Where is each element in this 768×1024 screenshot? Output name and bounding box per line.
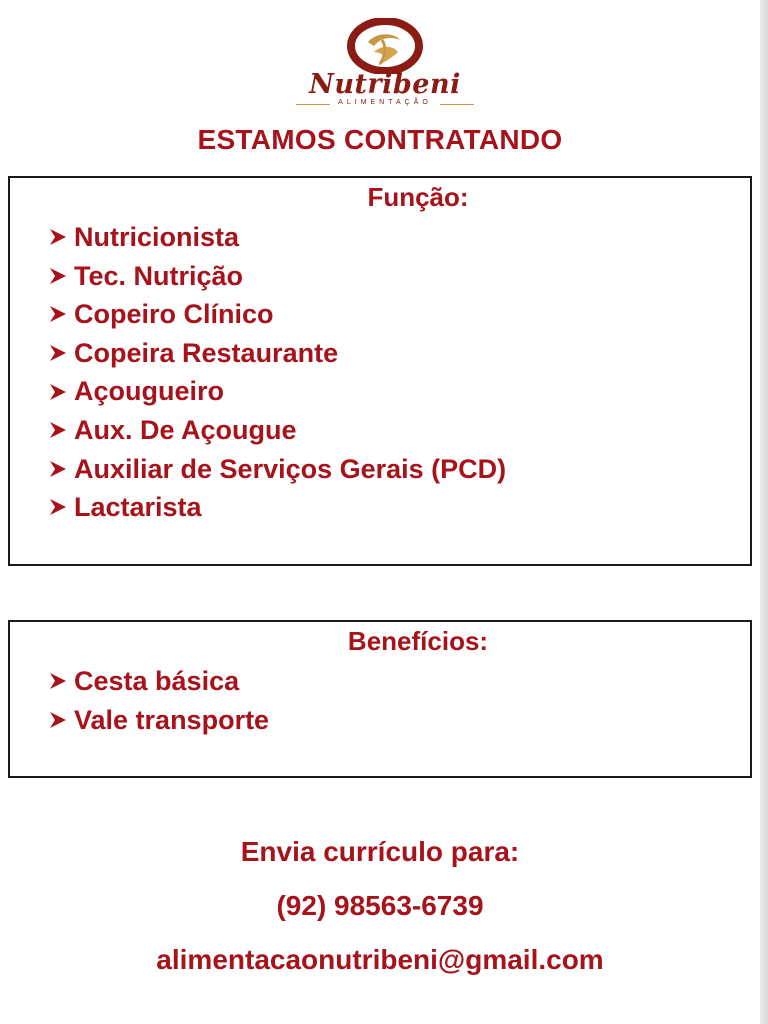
job-function-label: Lactarista bbox=[74, 492, 202, 523]
nutribeni-swirl-logo-icon bbox=[290, 18, 480, 74]
benefits-list bbox=[48, 662, 269, 739]
list-item bbox=[48, 334, 506, 373]
list-item bbox=[48, 450, 506, 489]
job-function-label: Nutricionista bbox=[74, 222, 240, 252]
arrowhead-bullet-icon bbox=[48, 266, 68, 286]
arrowhead-bullet-icon bbox=[48, 459, 68, 479]
list-item bbox=[48, 701, 269, 740]
benefits-box bbox=[8, 620, 752, 778]
logo-wordmark: Nutribeni bbox=[309, 69, 461, 100]
list-item bbox=[48, 662, 269, 701]
contact-email[interactable]: alimentacaonutribeni@gmail.com bbox=[156, 944, 604, 975]
job-function-label: Aux. De Açougue bbox=[74, 414, 297, 445]
arrowhead-bullet-icon bbox=[48, 304, 68, 324]
benefits-title: Benefícios: bbox=[347, 626, 489, 656]
job-function-label: Copeira Restaurante bbox=[74, 337, 339, 368]
job-function-label: Tec. Nutrição bbox=[74, 260, 244, 291]
job-function-label: Açougueiro bbox=[74, 376, 225, 407]
job-function-label: Copeiro Clínico bbox=[74, 299, 274, 330]
brand-logo bbox=[290, 18, 480, 110]
list-item bbox=[48, 218, 506, 257]
arrowhead-bullet-icon bbox=[48, 343, 68, 363]
benefit-label: Cesta básica bbox=[74, 666, 240, 696]
list-item bbox=[48, 372, 506, 411]
arrowhead-bullet-icon bbox=[48, 497, 68, 517]
contact-label: Envia currículo para: bbox=[240, 836, 520, 867]
list-item bbox=[48, 411, 506, 450]
list-item bbox=[48, 295, 506, 334]
arrowhead-bullet-icon bbox=[48, 710, 68, 730]
arrowhead-bullet-icon bbox=[48, 420, 68, 440]
job-functions-title: Função: bbox=[367, 182, 469, 212]
job-function-label: Auxiliar de Serviços Gerais (PCD) bbox=[74, 453, 507, 484]
benefit-label: Vale transporte bbox=[74, 704, 270, 735]
contact-phone[interactable]: (92) 98563-6739 bbox=[276, 890, 484, 921]
job-functions-box bbox=[8, 176, 752, 566]
list-item bbox=[48, 257, 506, 296]
arrowhead-bullet-icon bbox=[48, 382, 68, 402]
arrowhead-bullet-icon bbox=[48, 671, 68, 691]
arrowhead-bullet-icon bbox=[48, 227, 68, 247]
list-item bbox=[48, 488, 506, 527]
hiring-headline: ESTAMOS CONTRATANDO bbox=[197, 124, 563, 155]
logo-tagline: ALIMENTAÇÃO bbox=[338, 99, 432, 106]
page-edge-shadow bbox=[760, 0, 768, 1024]
job-functions-list bbox=[48, 218, 506, 527]
